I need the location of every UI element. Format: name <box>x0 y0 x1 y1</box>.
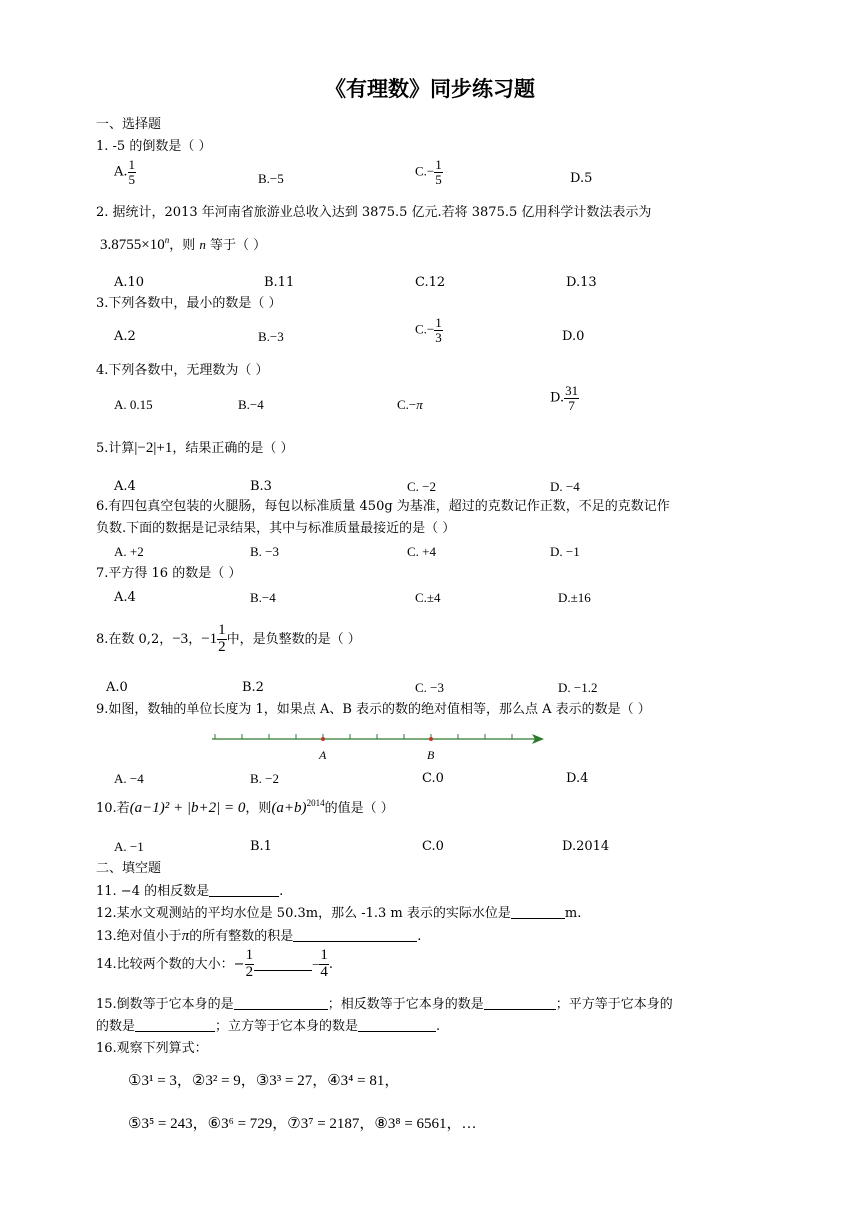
q10-stem: 10.若(a−1)² + |b+2| = 0，则$(a+b)^{2014}$的值是（ ） <box>96 798 394 816</box>
q11-answer-blank[interactable] <box>209 884 279 897</box>
q5-option-b: B.3 <box>250 479 272 494</box>
q9-option-d: D.4 <box>566 771 589 786</box>
point-a-label: A <box>319 748 327 762</box>
point-a-marker <box>321 737 325 741</box>
q16-row2 <box>128 1117 477 1132</box>
q8-option-c: C. −3 <box>415 680 445 695</box>
q9-option-a: A. −4 <box>114 771 144 786</box>
q3-option-d: D.0 <box>562 329 585 344</box>
point-b-label: B <box>427 748 435 762</box>
q2-option-a: A.10 <box>114 275 145 290</box>
q4-stem: 4.下列各数中，无理数为（ ） <box>96 363 269 378</box>
q2-option-d: D.13 <box>566 275 597 290</box>
q6-option-b: B. −3 <box>250 544 280 559</box>
q15-blank-opposite[interactable] <box>484 997 556 1010</box>
q6-option-a: A. +2 <box>114 544 144 559</box>
q7-stem: 7.平方得 16 的数是（ ） <box>96 566 242 581</box>
q7-option-c: C.±4 <box>415 590 441 605</box>
q1-stem: 1. -5 的倒数是（ ） <box>96 139 212 154</box>
q12: 12.某水文观测站的平均水位是 50.3m，那么 -1.3 m 表示的实际水位是 m. <box>96 906 582 921</box>
q16-stem: 16.观察下列算式： <box>96 1041 208 1056</box>
q15-line1: 15.倒数等于它本身的是 ；相反数等于它本身的数是 ；平方等于它本身的 <box>96 997 673 1012</box>
q4-option-d: D. $\frac{31}{7}$ <box>550 383 579 413</box>
q9-stem: 9.如图，数轴的单位长度为 1，如果点 A、B 表示的数的绝对值相等，那么点 A 表示的数是（ ） <box>96 702 651 717</box>
q6-option-c: C. +4 <box>407 544 437 559</box>
q10-option-c: C.0 <box>422 839 444 854</box>
q14: 14.比较两个数的大小：− $\frac{1}{2}$ − $\frac{1}{4}$ . <box>96 947 334 980</box>
q3-option-c: C.− $\frac{1}{3}$ <box>415 315 442 345</box>
q16-item: ⑦3⁷ = 2187， <box>287 1116 375 1132</box>
q10-option-d: D.2014 <box>562 839 610 854</box>
q5-stem: 5.计算|−2|+1，结果正确的是（ ） <box>96 440 294 456</box>
q8-option-d: D. −1.2 <box>558 680 598 695</box>
q16-item: ②3² = 9， <box>191 1073 256 1089</box>
q8-option-b: B.2 <box>242 680 264 695</box>
q2-option-b: B.11 <box>264 275 295 290</box>
q7-option-a: A.4 <box>114 590 136 605</box>
q16-item: ⑤3⁵ = 243， <box>128 1116 208 1132</box>
q16-item: ⑧3⁸ = 6561，… <box>374 1116 477 1132</box>
q4-option-b: B.−4 <box>238 397 264 412</box>
q8-stem: 8.在数 0,2，−3，−1 $\frac{1}{2}$ 中，是负整数的是（ ） <box>96 622 361 655</box>
q16-item: ①3¹ = 3， <box>128 1073 192 1089</box>
q3-option-b: B.−3 <box>258 329 284 344</box>
q13: 13.绝对值小于π的所有整数的积是 . <box>96 928 422 944</box>
q13-answer-blank[interactable] <box>293 929 417 942</box>
q4-option-a: A. 0.15 <box>114 397 153 412</box>
q1-option-c: C.− $\frac{1}{5}$ <box>415 157 442 187</box>
q4-option-c: C.−π <box>397 397 423 412</box>
q1-option-d: D.5 <box>570 171 593 186</box>
q10-option-b: B.1 <box>250 839 272 854</box>
section-heading-fill: 二、填空题 <box>96 861 162 876</box>
q11: 11. −4 的相反数是 . <box>96 884 284 899</box>
number-line-figure <box>200 728 560 768</box>
q16-item: ③3³ = 27， <box>255 1073 328 1089</box>
number-line-ticks <box>215 734 512 739</box>
q14-answer-blank[interactable] <box>254 958 312 971</box>
q9-option-b: B. −2 <box>250 771 280 786</box>
q3-stem: 3.下列各数中，最小的数是（ ） <box>96 296 282 311</box>
q16-item: ⑥3⁶ = 729， <box>207 1116 288 1132</box>
q6-stem-line2: 负数.下面的数据是记录结果，其中与标准质量最接近的是（ ） <box>96 521 456 536</box>
q15-blank-cube[interactable] <box>358 1019 436 1032</box>
q16-row1 <box>128 1074 399 1089</box>
point-b-marker <box>429 737 433 741</box>
q16-item: ④3⁴ = 81， <box>327 1073 400 1089</box>
q7-option-b: B.−4 <box>250 590 276 605</box>
section-heading-choice: 一、选择题 <box>96 117 162 132</box>
q6-stem-line1: 6.有四包真空包装的火腿肠，每包以标准质量 450g 为基准，超过的克数记作正数，不足的克数记作 <box>96 499 670 514</box>
q6-option-d: D. −1 <box>550 544 580 559</box>
page-title: 《有理数》同步练习题 <box>325 76 535 101</box>
q2-stem-line1: 2. 据统计，2013 年河南省旅游业总收入达到 3875.5 亿元.若将 3875.5 亿用科学计数法表示为 <box>96 205 652 220</box>
q3-option-a: A.2 <box>114 329 136 344</box>
q15-blank-square[interactable] <box>135 1019 215 1032</box>
q12-answer-blank[interactable] <box>511 906 565 919</box>
q15-line2: 的数是 ；立方等于它本身的数是 . <box>96 1019 441 1034</box>
q8-option-a: A.0 <box>106 680 128 695</box>
q2-option-c: C.12 <box>415 275 446 290</box>
q7-option-d: D.±16 <box>558 590 591 605</box>
q10-option-a: A. −1 <box>114 839 144 854</box>
q1-option-b: B.−5 <box>258 171 284 186</box>
q15-blank-reciprocal[interactable] <box>234 997 328 1010</box>
q5-option-d: D. −4 <box>550 479 580 494</box>
q5-option-c: C. −2 <box>407 479 437 494</box>
q1-option-a: A. $\frac{1}{5}$ <box>114 157 136 187</box>
q5-option-a: A.4 <box>114 479 136 494</box>
q2-stem-line2: $3.8755\times 10^n$，则 n 等于（ ） <box>100 235 267 253</box>
q9-option-c: C.0 <box>422 771 444 786</box>
